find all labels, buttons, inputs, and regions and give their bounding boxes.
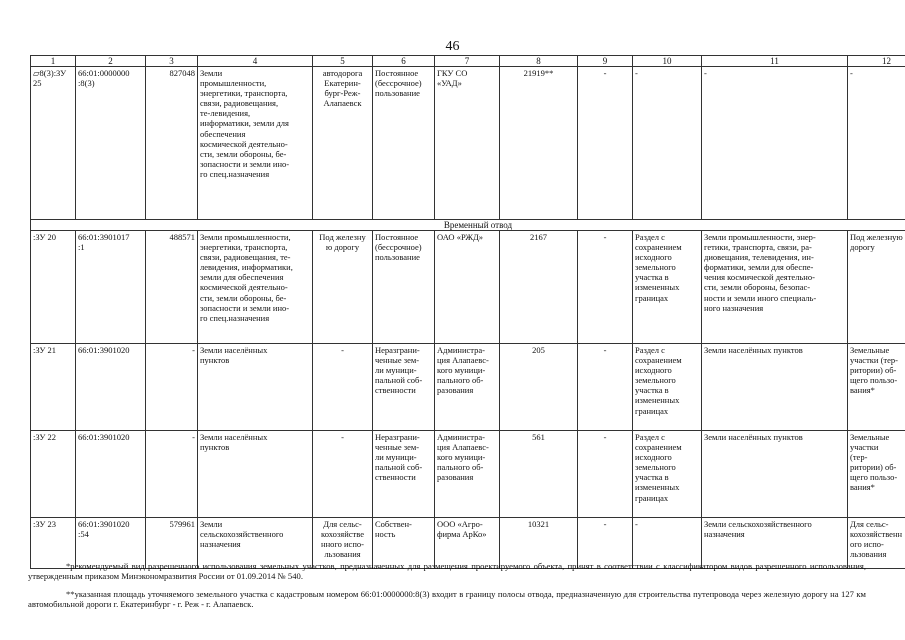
table-cell: Раздел с сохранением исходного земельного участка в измененных границах (633, 344, 702, 431)
table-cell: Земли промышленности, энер- гетики, транспорта, связи, ра- диовещания, телевидения, ин- форматики, земли для обеспе- чения космической деятельно- сти, земли обороны, безопас- ности и земли иного специаль- ного назначения (702, 231, 848, 344)
table-cell: 827048 (146, 67, 198, 220)
table-cell: :ЗУ 20 (31, 231, 76, 344)
table-cell: 66:01:0000000 :8(3) (76, 67, 146, 220)
table-cell: - (578, 67, 633, 220)
table-cell: Земельные участки (тер- ритории) об- щего пользо- вания* (848, 344, 905, 431)
table-cell: Под железну ю дорогу (313, 231, 373, 344)
table-cell: - (146, 344, 198, 431)
section-title: Временный отвод (31, 220, 905, 231)
table-row (31, 56, 905, 67)
column-header: 3 (146, 56, 198, 67)
table-cell: Земли населённых пунктов (198, 431, 313, 518)
column-header: 6 (373, 56, 435, 67)
table-cell: - (578, 431, 633, 518)
column-header: 7 (435, 56, 500, 67)
table-cell: Для сельс- кохозяйственн ого испо- льзования (848, 518, 905, 569)
table-cell: - (313, 431, 373, 518)
table-cell: Земли промышленности, энергетики, транспорта, связи, радиовещания, те- левидения, информатики, земли для обеспечения космической деятельно- сти, земли обороны, бе- зопасности и земли ино- го спец.назначения (198, 231, 313, 344)
table-cell: 66:01:3901020 (76, 344, 146, 431)
table-cell: Земли промышленности, энергетики, транспорта, связи, радиовещания, те-левидения, информатики, земли для обеспечения космической деятельно- сти, земли обороны, бе- зопасности и земли ино- го спец.назначения (198, 67, 313, 220)
table-cell: Администра- ция Алапаевс- кого муници- пального об- разования (435, 344, 500, 431)
table-cell: - (633, 518, 702, 569)
footnote-1-text: *рекомендуемый вид разрешенного использования земельных участков, предназначенных для размещения проектируемого объекта, принят в соответствии с классификатором видов разрешенного использования, утвержденным приказом Минэкономразвития России от 01.09.2014 № 540. (28, 561, 866, 582)
table-cell: 66:01:3901020 (76, 431, 146, 518)
table-cell: - (848, 67, 905, 220)
table-cell: Постоянное (бессрочное) пользование (373, 231, 435, 344)
table-cell: Постоянное (бессрочное) пользование (373, 67, 435, 220)
column-header: 4 (198, 56, 313, 67)
table-cell: Земли населённых пунктов (702, 431, 848, 518)
table-cell: Для сельс- кохозяйстве нного испо- льзования (313, 518, 373, 569)
table-cell: Раздел с сохранением исходного земельного участка в измененных границах (633, 231, 702, 344)
table-cell: 579961 (146, 518, 198, 569)
table-cell: ОАО «РЖД» (435, 231, 500, 344)
table-cell: Раздел с сохранением исходного земельного участка в измененных границах (633, 431, 702, 518)
table-cell: Земли сельскохозяйственного назначения (702, 518, 848, 569)
land-plots-table (30, 55, 905, 569)
table-cell: Земли сельскохозяйственного назначения (198, 518, 313, 569)
table-cell: 66:01:3901017 :1 (76, 231, 146, 344)
table-cell: - (702, 67, 848, 220)
section-row (31, 220, 905, 231)
table-cell: - (578, 518, 633, 569)
table-cell: ▱8(3):ЗУ 25 (31, 67, 76, 220)
column-header: 5 (313, 56, 373, 67)
column-header: 10 (633, 56, 702, 67)
table-cell: 488571 (146, 231, 198, 344)
table-cell: ГКУ СО «УАД» (435, 67, 500, 220)
table-row (31, 344, 905, 431)
table-cell: :ЗУ 21 (31, 344, 76, 431)
table-cell: - (146, 431, 198, 518)
table-cell: :ЗУ 23 (31, 518, 76, 569)
column-header: 1 (31, 56, 76, 67)
table-cell: Земельные участки (тер- ритории) об- щего пользо- вания* (848, 431, 905, 518)
table-cell: Неразграни- ченные зем- ли муници- пальной соб- ственности (373, 431, 435, 518)
table-cell: 66:01:3901020 :54 (76, 518, 146, 569)
table-cell: Собствен- ность (373, 518, 435, 569)
table-cell: Администра- ция Алапаевс- кого муници- пального об- разования (435, 431, 500, 518)
table-cell: Земли населённых пунктов (702, 344, 848, 431)
table-row (31, 231, 905, 344)
table-row (31, 67, 905, 220)
table-cell: ООО «Агро- фирма АрКо» (435, 518, 500, 569)
table-cell: :ЗУ 22 (31, 431, 76, 518)
footnote-1 (28, 561, 866, 582)
footnote-2-text: **указанная площадь уточняемого земельного участка с кадастровым номером 66:01:0000000:8(3) входит в границу полосы отвода, предназначенную для строительства путепровода через железную дорогу на 127 км автомобильной дороги г. Екатеринбург - г. Реж - г. Алапаевск. (28, 589, 866, 610)
page-number: 46 (445, 39, 460, 54)
column-header: 12 (848, 56, 905, 67)
table-cell: 2167 (500, 231, 578, 344)
table-row (31, 431, 905, 518)
column-header: 11 (702, 56, 848, 67)
table-cell: Неразграни- ченные зем- ли муници- пальной соб- ственности (373, 344, 435, 431)
table-cell: 10321 (500, 518, 578, 569)
table-cell: - (633, 67, 702, 220)
table-cell: 205 (500, 344, 578, 431)
column-header: 2 (76, 56, 146, 67)
footnote-2 (28, 589, 866, 610)
table-cell: - (578, 344, 633, 431)
column-header: 9 (578, 56, 633, 67)
table-cell: автодорога Екатерин- бург-Реж- Алапаевск (313, 67, 373, 220)
table-cell: Земли населённых пунктов (198, 344, 313, 431)
table-cell: 21919** (500, 67, 578, 220)
table-cell: - (578, 231, 633, 344)
table-cell: - (313, 344, 373, 431)
table-cell: Под железную дорогу (848, 231, 905, 344)
table-cell: 561 (500, 431, 578, 518)
column-header: 8 (500, 56, 578, 67)
